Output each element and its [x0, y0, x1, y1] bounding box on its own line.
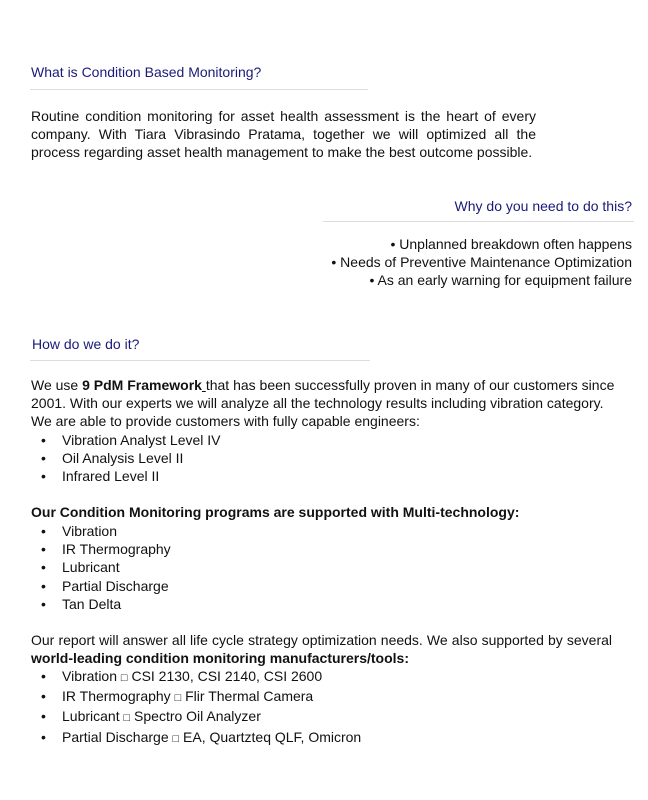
arrow-icon: □ [123, 712, 131, 725]
technology-item: • IR Thermography [41, 541, 171, 558]
bullet-icon: • [41, 450, 46, 467]
technology-item: • Lubricant [41, 559, 120, 576]
technologies-list [31, 522, 171, 613]
engineer-level-item: • Oil Analysis Level II [41, 450, 184, 467]
arrow-icon: □ [172, 732, 180, 745]
report-paragraph [31, 631, 612, 667]
tools-list [31, 667, 361, 748]
technology-item: • Partial Discharge [41, 577, 169, 594]
engineer-levels-list [31, 431, 221, 486]
bullet-icon: • [41, 523, 46, 539]
intro-text-cont: that has been successfully proven in many of our customers since 2001. With our experts we will analyze all the technology results including vibration category. We are able to provide customers with fully capable engineers: [31, 377, 615, 429]
why-list-item: • As an early warning for equipment failure [369, 272, 632, 288]
bullet-icon: • [41, 432, 46, 448]
bullet-icon: • [41, 668, 46, 684]
heading-why-needed: Why do you need to do this? [454, 198, 632, 214]
tool-item: • IR Thermography □ Flir Thermal Camera [41, 688, 314, 705]
technology-item: • Tan Delta [41, 595, 122, 612]
divider [30, 360, 370, 361]
framework-name: 9 PdM Framework [82, 377, 202, 393]
arrow-icon: □ [120, 672, 128, 684]
bullet-icon: • [41, 688, 46, 705]
heading-what-is-cbm: What is Condition Based Monitoring? [31, 64, 262, 80]
programs-heading: Our Condition Monitoring programs are supported with Multi-technology: [31, 504, 520, 520]
cbm-description: Routine condition monitoring for asset health assessment is the heart of every company. With Tiara Vibrasindo Pratama, together we will optimized all the process regarding asset health management to make the best outcome possible. [31, 108, 536, 160]
bullet-icon: • [41, 595, 46, 612]
divider [323, 221, 634, 222]
bullet-icon: • [41, 577, 46, 594]
report-text: Our report will answer all life cycle strategy optimization needs. We also supported by several [31, 632, 612, 648]
tool-item: • Partial Discharge □ EA, Quartzteq QLF, Omicron [41, 728, 362, 745]
bullet-icon: • [41, 708, 46, 725]
intro-text: We use [31, 377, 83, 393]
engineer-level-item: • Vibration Analyst Level IV [41, 432, 221, 448]
heading-how-we-do-it: How do we do it? [32, 336, 140, 352]
tool-item: • Vibration □ CSI 2130, CSI 2140, CSI 2600 [41, 668, 323, 684]
engineer-level-item: • Infrared Level II [41, 468, 160, 485]
tool-item: • Lubricant □ Spectro Oil Analyzer [41, 708, 261, 725]
bullet-icon: • [41, 559, 46, 576]
divider [30, 89, 368, 90]
bullet-icon: • [41, 468, 46, 485]
bullet-icon: • [41, 728, 46, 745]
why-list-item: • Unplanned breakdown often happens [390, 236, 632, 252]
arrow-icon: □ [174, 692, 182, 705]
why-list-item: • Needs of Preventive Maintenance Optimization [331, 254, 632, 270]
report-bold: world-leading condition monitoring manufacturers/tools: [31, 650, 409, 666]
bullet-icon: • [41, 541, 46, 558]
technology-item: • Vibration [41, 523, 118, 539]
framework-intro [31, 376, 621, 430]
why-list [331, 235, 632, 289]
